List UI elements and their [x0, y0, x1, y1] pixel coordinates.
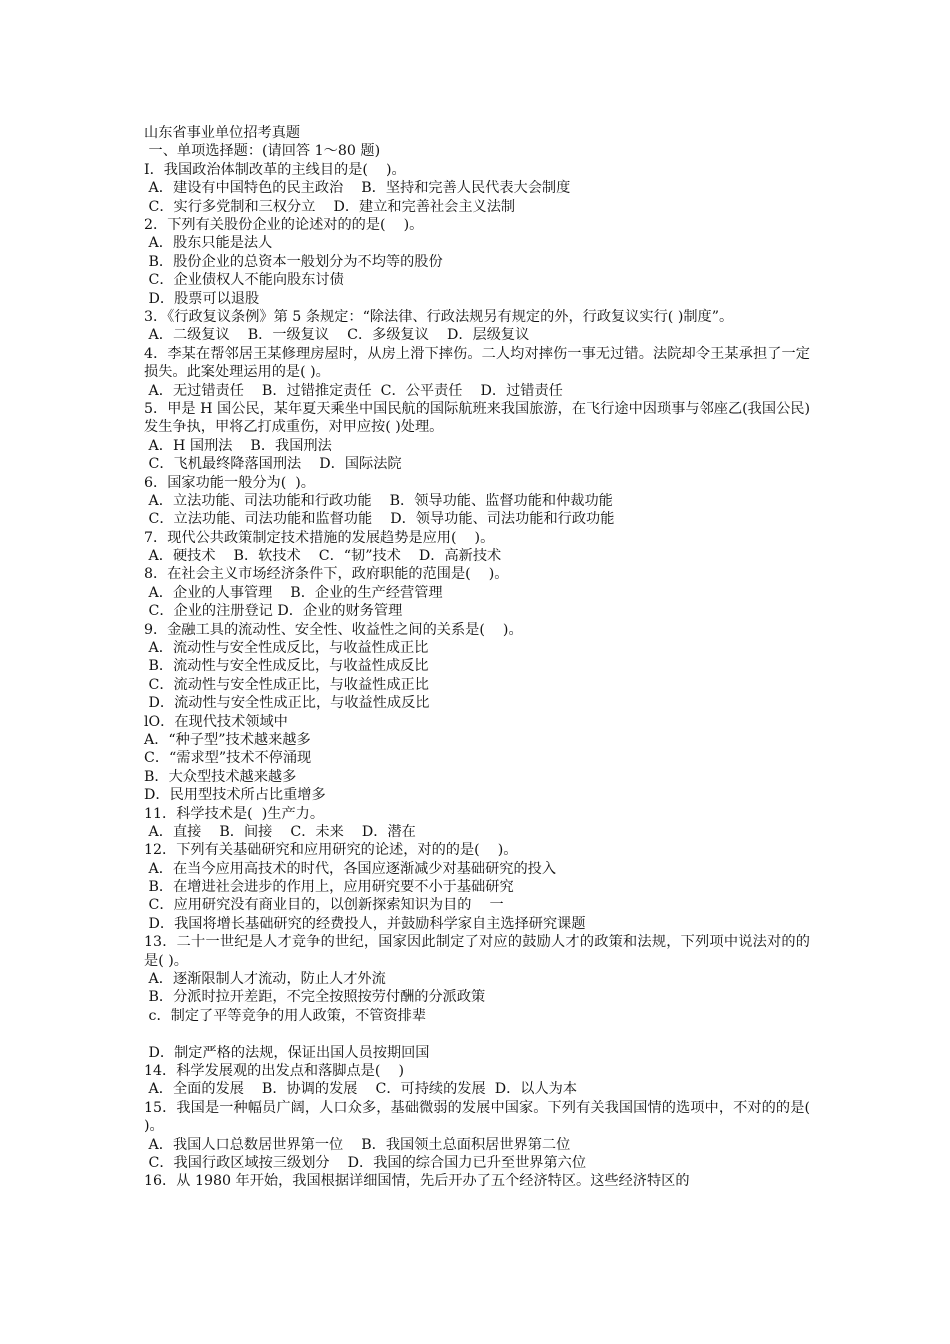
document-line: 5．甲是 H 国公民，某年夏天乘坐中国民航的国际航班来我国旅游，在飞行途中因琐事与邻座乙(我国公民)发生争执，甲将乙打成重伤，对甲应按( )处理。 [144, 400, 810, 436]
document-line: C．立法功能、司法功能和监督功能 D．领导功能、司法功能和行政功能 [144, 511, 615, 528]
document-line: 12．下列有关基础研究和应用研究的论述，对的的是( )。 [144, 842, 518, 859]
document-line: A．立法功能、司法功能和行政功能 B．领导功能、监督功能和仲裁功能 [144, 492, 613, 509]
document-line: A．无过错责任 B．过错推定责任 C．公平责任 D．过错责任 [144, 382, 563, 399]
document-line: A．逐渐限制人才流动，防止人才外流 [144, 971, 386, 988]
document-line: C．流动性与安全性成正比，与收益性成正比 [144, 676, 429, 693]
document-line: C．“需求型”技术不停涌现 [144, 750, 312, 767]
document-line: 山东省事业单位招考真题 [144, 125, 301, 141]
document-line: 2．下列有关股份企业的论述对的的是( )。 [144, 216, 424, 233]
document-line: lO．在现代技术领域中 [144, 713, 288, 730]
document-line: D．制定严格的法规，保证出国人员按期回国 [144, 1044, 430, 1061]
blank-line [144, 1025, 810, 1043]
document-line: A．流动性与安全性成反比，与收益性成正比 [144, 640, 429, 657]
document-line: 3．《行政复议条例》第 5 条规定：“除法律、行政法规另有规定的外，行政复议实行( )制度”。 [144, 308, 734, 325]
document-line: D．我国将增长基础研究的经费投人，并鼓励科学家自主选择研究课题 [144, 915, 586, 932]
document-line: 11．科学技术是( )生产力。 [144, 805, 325, 822]
document-line: C．我国行政区域按三级划分 D．我国的综合国力已升至世界第六位 [144, 1155, 587, 1172]
document-line: D．流动性与安全性成正比，与收益性成反比 [144, 695, 430, 712]
document-line: c．制定了平等竞争的用人政策，不管资排辈 [144, 1007, 427, 1024]
document-line: 一、单项选择题：(请回答 1～80 题) [144, 143, 381, 160]
document-line: C．飞机最终降落国刑法 D．国际法院 [144, 456, 402, 473]
document-line: B．分派时拉开差距，不完全按照按劳付酬的分派政策 [144, 989, 486, 1006]
document-line: C．企业债权人不能向股东讨债 [144, 272, 344, 289]
document-line: A．企业的人事管理 B．企业的生产经营管理 [144, 584, 443, 601]
document-line: A．直接 B．间接 C．未来 D．潜在 [144, 823, 416, 840]
document-line: C．企业的注册登记 D．企业的财务管理 [144, 603, 403, 620]
document-line: 15．我国是一种幅员广阔，人口众多，基础微弱的发展中国家。下列有关我国国情的选项中，不对的的是( )。 [144, 1099, 810, 1135]
document-line: A．硬技术 B．软技术 C．“韧”技术 D．高新技术 [144, 548, 502, 565]
document-line: B．在增进社会进步的作用上，应用研究要不小于基础研究 [144, 879, 514, 896]
document-line: A．二级复议 B．一级复议 C．多级复议 D．层级复议 [144, 327, 530, 344]
document-line: D．股票可以退股 [144, 290, 260, 307]
document-line: A．H 国刑法 B．我国刑法 [144, 437, 332, 454]
document-line: 14．科学发展观的出发点和落脚点是( ) [144, 1063, 404, 1080]
document-line: A．我国人口总数居世界第一位 B．我国领土总面积居世界第二位 [144, 1136, 571, 1153]
document-line: 7．现代公共政策制定技术措施的发展趋势是应用( )。 [144, 529, 495, 546]
document-line: I．我国政治体制改革的主线目的是( )。 [144, 161, 406, 178]
document-line: B．大众型技术越来越多 [144, 768, 297, 785]
document-line: C．应用研究没有商业目的，以创新探索知识为目的 一 [144, 897, 504, 914]
document-line: D．民用型技术所占比重增多 [144, 787, 326, 804]
document-line: 13．二十一世纪是人才竞争的世纪，国家因此制定了对应的鼓励人才的政策和法规，下列项中说法对的的是( )。 [144, 934, 810, 969]
document-line: C．实行多党制和三权分立 D．建立和完善社会主义法制 [144, 198, 516, 215]
document-line: A．股东只能是法人 [144, 235, 273, 252]
document-line: A．“种子型”技术越来越多 [144, 731, 311, 748]
document-line: 9．金融工具的流动性、安全性、收益性之间的关系是( )。 [144, 621, 523, 638]
document-line: B．流动性与安全性成反比，与收益性成反比 [144, 658, 429, 675]
document-line: 6．国家功能一般分为( )。 [144, 474, 315, 491]
document-line: 4．李某在帮邻居王某修理房屋时，从房上滑下摔伤。二人均对摔伤一事无过错。法院却令王某承担了一定损失。此案处理运用的是( )。 [144, 345, 810, 381]
document-line: 8．在社会主义市场经济条件下，政府职能的范围是( )。 [144, 566, 509, 583]
document-page [144, 124, 810, 1191]
document-line: A．建设有中国特色的民主政治 B．坚持和完善人民代表大会制度 [144, 180, 571, 197]
document-line: A．在当今应用高技术的时代，各国应逐渐减少对基础研究的投入 [144, 860, 557, 877]
document-line: B．股份企业的总资本一般划分为不均等的股份 [144, 253, 443, 270]
document-line: A．全面的发展 B．协调的发展 C．可持续的发展 D．以人为本 [144, 1081, 578, 1098]
document-line: 16．从 1980 年开始，我国根据详细国情，先后开办了五个经济特区。这些经济特区的 [144, 1173, 690, 1190]
